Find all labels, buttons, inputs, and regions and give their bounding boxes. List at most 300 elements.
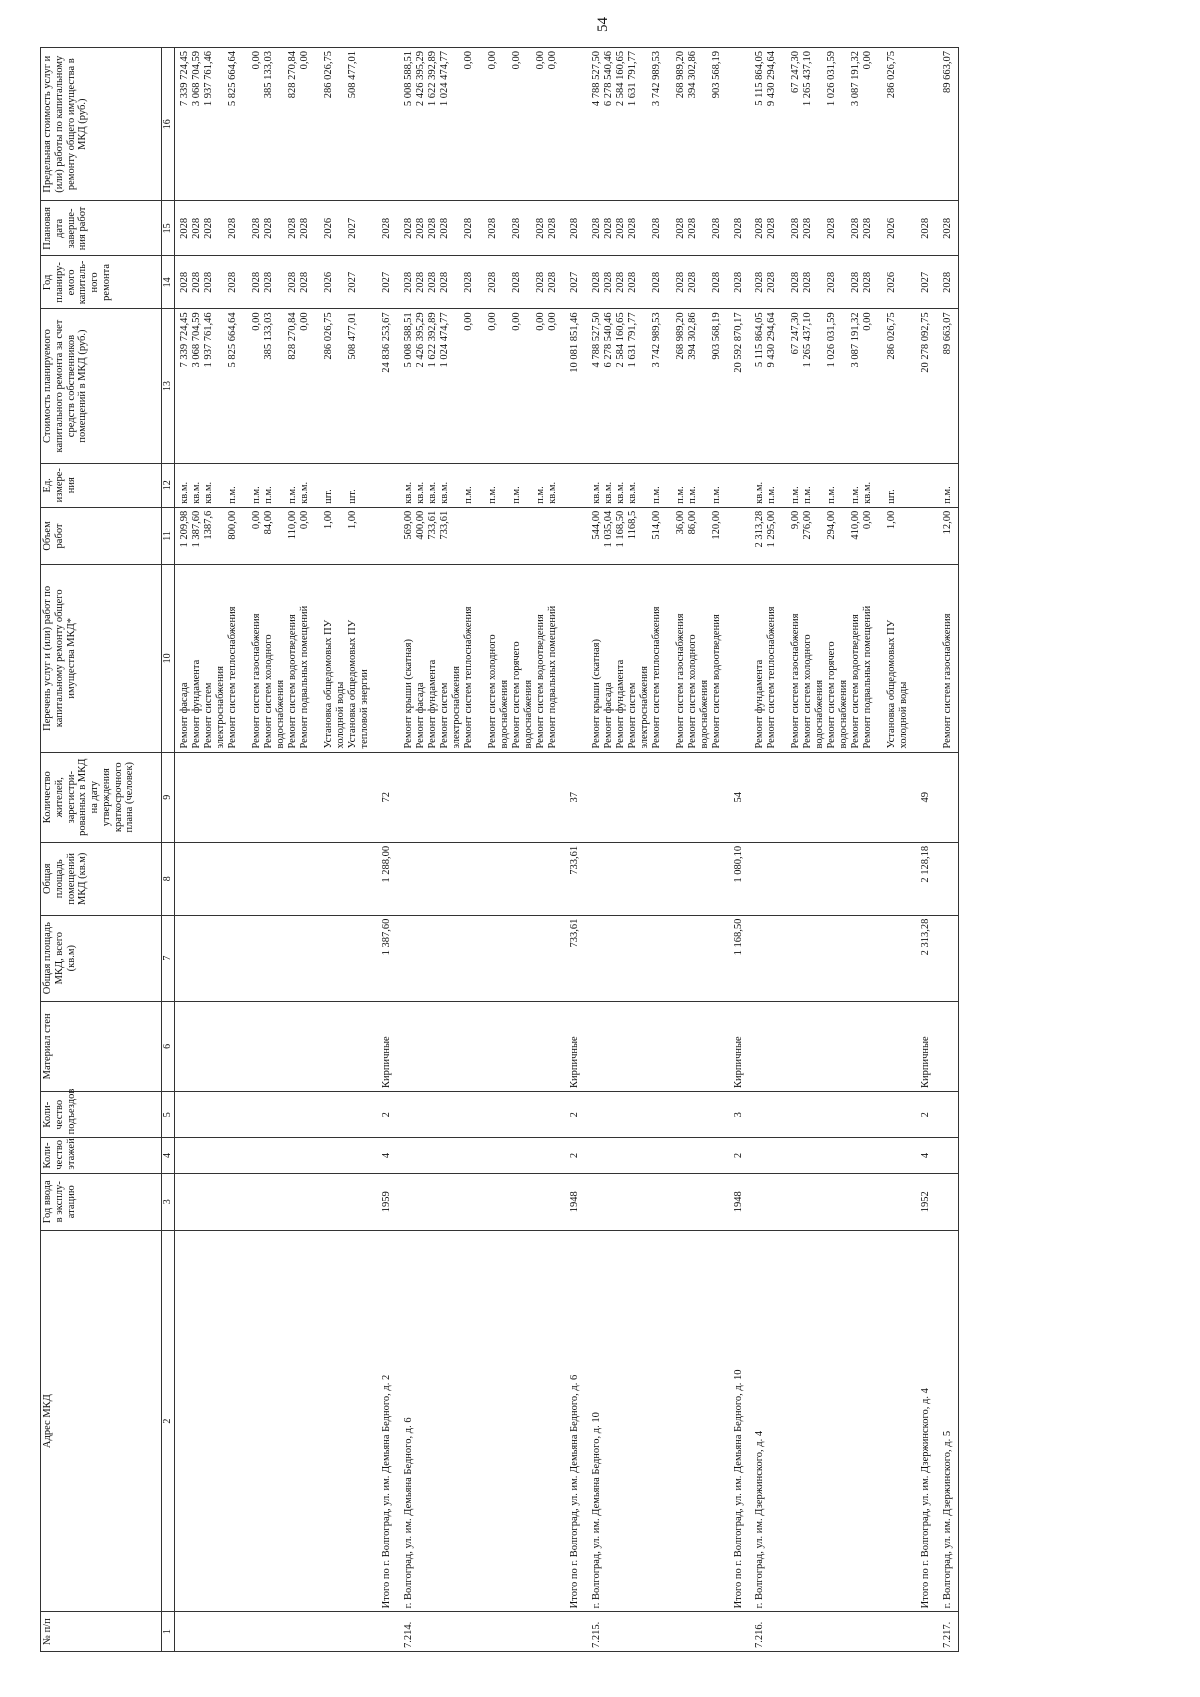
limit-cost-line: 268 989,20 xyxy=(674,51,686,99)
completion-year xyxy=(399,201,563,256)
work-unit-line xyxy=(335,467,347,504)
work-unit-line: п.м. xyxy=(942,486,953,504)
limit-cost-line: 286 026,75 xyxy=(886,51,898,99)
works-list-line: холодной воды xyxy=(335,681,346,749)
work-unit-line xyxy=(663,467,675,504)
works-list xyxy=(914,565,938,752)
works-list-line: Ремонт подвальных помещений xyxy=(862,605,874,749)
work-unit-line: кв.м. xyxy=(203,481,214,504)
completion-year: 2028 xyxy=(727,201,751,256)
row-number xyxy=(727,1612,751,1652)
work-unit-line: п.м. xyxy=(674,486,686,504)
work-unit-line xyxy=(215,467,227,504)
work-unit xyxy=(938,463,959,507)
work-volume-line: 1168,5 xyxy=(626,510,638,540)
premises-area xyxy=(750,842,914,915)
total-area xyxy=(587,915,727,1001)
residents-count: 37 xyxy=(563,752,587,842)
work-volume-line: 514,00 xyxy=(650,510,662,540)
planned-cost-line: 286 026,75 xyxy=(323,312,334,360)
work-volume-line: 1 168,50 xyxy=(614,510,626,548)
house-row xyxy=(938,48,959,1652)
completion-year xyxy=(175,201,376,256)
work-unit-line xyxy=(874,467,886,504)
column-header: Количество жителей, зарегистри-рованных в МКД на дату утверждения краткосрочного плана (человек) xyxy=(41,752,162,842)
planned-cost-line xyxy=(814,312,826,459)
entrances-count xyxy=(938,1092,959,1138)
work-volume-line xyxy=(898,511,910,561)
limit-cost-line: 1 024 474,77 xyxy=(438,51,450,107)
work-unit xyxy=(727,463,751,507)
works-list-line: Ремонт фасада xyxy=(602,682,614,749)
column-header: Стоимость планируемого капитального ремонта за счет средств собственников помещений в МКД (руб.) xyxy=(41,309,162,463)
limit-cost-line: 5 008 588,51 xyxy=(402,51,414,107)
completion-year-line xyxy=(838,204,850,252)
works-list xyxy=(375,565,399,752)
repair-year-line: 2028 xyxy=(414,271,426,293)
limit-cost-line: 0,00 xyxy=(251,51,262,70)
planned-cost-line xyxy=(359,312,371,459)
works-list-line: Ремонт фундамента xyxy=(754,659,766,749)
work-unit-line xyxy=(814,467,826,504)
repair-year-line xyxy=(451,259,463,305)
address: Итого по г. Волгоград, ул. им. Демьяна Бедного, д. 2 xyxy=(375,1230,399,1611)
work-unit-line: п.м. xyxy=(686,486,698,504)
document-sheet xyxy=(40,47,1162,1652)
completion-year-line: 2028 xyxy=(766,217,778,239)
planned-cost-line xyxy=(499,312,511,459)
table-body xyxy=(175,48,959,1652)
work-volume-line xyxy=(639,511,651,561)
work-volume-line: 1 209,98 xyxy=(179,510,190,548)
repair-year-line: 2028 xyxy=(263,271,274,293)
work-unit-line: п.м. xyxy=(802,486,814,504)
completion-year-line: 2028 xyxy=(686,217,698,239)
planned-cost-line: 0,00 xyxy=(251,312,262,331)
completion-year-line: 2028 xyxy=(179,217,190,239)
works-list-line: Ремонт систем водоотведения xyxy=(710,614,722,749)
works-list xyxy=(587,565,727,752)
house-row xyxy=(399,48,563,1652)
column-number: 12 xyxy=(162,463,175,507)
works-list-line: Ремонт фундамента xyxy=(614,659,626,749)
completion-year-line xyxy=(874,204,886,252)
completion-year-line: 2027 xyxy=(347,217,358,239)
work-volume-line: 2 313,28 xyxy=(754,510,766,548)
planned-cost-line: 0,00 xyxy=(510,312,522,331)
completion-year: 2028 xyxy=(375,201,399,256)
premises-area xyxy=(399,842,563,915)
planned-cost-line: 7 339 724,45 xyxy=(179,312,190,368)
planned-cost xyxy=(938,309,959,463)
column-number: 3 xyxy=(162,1173,175,1230)
completion-year-line: 2028 xyxy=(462,217,474,239)
column-header: Год ввода в эксплу-атацию xyxy=(41,1173,162,1230)
residents-count: 54 xyxy=(727,752,751,842)
planned-cost-line: 394 302,86 xyxy=(686,312,698,360)
address: Итого по г. Волгоград, ул. им. Демьяна Бедного, д. 6 xyxy=(563,1230,587,1611)
limit-cost-line: 2 426 395,29 xyxy=(414,51,426,107)
repair-year-line: 2028 xyxy=(287,271,298,293)
work-volume-line: 120,00 xyxy=(710,510,722,540)
floors-count xyxy=(750,1138,914,1173)
work-unit-line xyxy=(499,467,511,504)
planned-cost-line: 9 430 294,64 xyxy=(766,312,778,368)
year-built xyxy=(175,1173,376,1230)
house-row xyxy=(587,48,727,1652)
row-number: 7.216. xyxy=(750,1612,914,1652)
work-volume-line: 1387,6 xyxy=(203,510,214,540)
work-volume-line: 0,00 xyxy=(862,510,874,530)
completion-year-line: 2026 xyxy=(323,217,334,239)
premises-area: 1 288,00 xyxy=(375,842,399,915)
planned-cost-line xyxy=(475,312,487,459)
works-list-line: водоснабжения xyxy=(838,679,850,749)
completion-year-line: 2028 xyxy=(626,217,638,239)
planned-cost-line: 0,00 xyxy=(462,312,474,331)
works-list-line: Ремонт систем газоснабжения xyxy=(251,613,262,749)
total-area xyxy=(750,915,914,1001)
total-area xyxy=(938,915,959,1001)
planned-cost-line: 89 663,07 xyxy=(942,312,953,355)
completion-year-line: 2026 xyxy=(886,217,898,239)
works-list-line: Ремонт систем водоотведения xyxy=(850,614,862,749)
completion-year-line: 2028 xyxy=(826,217,838,239)
floors-count: 2 xyxy=(727,1138,751,1173)
completion-year xyxy=(938,201,959,256)
capital-repair-table xyxy=(40,47,959,1652)
row-number xyxy=(375,1612,399,1652)
repair-year-line: 2028 xyxy=(486,271,498,293)
repair-year-line: 2028 xyxy=(251,271,262,293)
limit-cost-line: 394 302,86 xyxy=(686,51,698,99)
repair-year-line: 2028 xyxy=(674,271,686,293)
repair-year-line: 2028 xyxy=(826,271,838,293)
works-list-line: Ремонт систем теплоснабжения xyxy=(650,606,662,749)
completion-year-line: 2028 xyxy=(191,217,202,239)
completion-year-line xyxy=(663,204,675,252)
work-unit-line: кв.м. xyxy=(438,481,450,504)
house-row xyxy=(175,48,376,1652)
planned-cost-line: 0,00 xyxy=(299,312,310,331)
repair-year-line: 2028 xyxy=(179,271,190,293)
completion-year-line: 2028 xyxy=(251,217,262,239)
column-number: 2 xyxy=(162,1230,175,1611)
repair-year-line: 2028 xyxy=(510,271,522,293)
repair-year-line: 2028 xyxy=(626,271,638,293)
work-unit-line: п.м. xyxy=(486,486,498,504)
works-list-line: Ремонт систем холодного xyxy=(486,634,498,749)
completion-year-line: 2028 xyxy=(534,217,546,239)
work-unit-line: п.м. xyxy=(462,486,474,504)
work-volume-line: 84,00 xyxy=(263,510,274,535)
floors-count xyxy=(587,1138,727,1173)
work-volume-line: 0,00 xyxy=(251,510,262,530)
repair-year-line: 2028 xyxy=(534,271,546,293)
completion-year-line xyxy=(311,204,323,252)
limit-cost-line xyxy=(814,51,826,197)
wall-material: Кирпичные xyxy=(914,1001,938,1091)
limit-cost-line xyxy=(215,51,227,197)
repair-year-line: 2028 xyxy=(862,271,874,293)
completion-year-line: 2028 xyxy=(850,217,862,239)
repair-year-line: 2028 xyxy=(790,271,802,293)
work-volume-line xyxy=(475,511,487,561)
wall-material: Кирпичные xyxy=(375,1001,399,1091)
work-volume-line: 9,00 xyxy=(790,510,802,530)
floors-count: 2 xyxy=(563,1138,587,1173)
entrances-count xyxy=(399,1092,563,1138)
work-volume xyxy=(938,507,959,564)
limit-cost-line: 67 247,30 xyxy=(790,51,802,93)
completion-year-line: 2028 xyxy=(862,217,874,239)
repair-year: 2027 xyxy=(375,256,399,309)
work-unit-line: кв.м. xyxy=(602,481,614,504)
work-volume xyxy=(587,507,727,564)
works-list-line xyxy=(778,568,790,748)
limit-cost-line xyxy=(275,51,287,197)
total-row xyxy=(727,48,751,1652)
wall-material: Кирпичные xyxy=(727,1001,751,1091)
work-unit-line: кв.м. xyxy=(402,481,414,504)
work-volume-line: 1 387,60 xyxy=(191,510,202,548)
work-volume-line xyxy=(814,511,826,561)
planned-cost-line xyxy=(699,312,711,459)
work-unit-line: п.м. xyxy=(710,486,722,504)
repair-year-line xyxy=(898,259,910,305)
planned-cost-line: 385 133,03 xyxy=(263,312,274,360)
work-volume-line xyxy=(874,511,886,561)
work-unit-line: кв.м. xyxy=(862,481,874,504)
works-list-line: Ремонт фундамента xyxy=(191,659,202,749)
repair-year-line: 2028 xyxy=(614,271,626,293)
limit-cost-line xyxy=(359,51,371,197)
work-volume-line xyxy=(487,511,499,561)
total-area xyxy=(399,915,563,1001)
row-number xyxy=(175,1612,376,1652)
year-built: 1948 xyxy=(563,1173,587,1230)
work-unit-line xyxy=(523,467,535,504)
planned-cost-line xyxy=(451,312,463,459)
planned-cost-line: 5 825 664,64 xyxy=(227,312,238,368)
completion-year-line xyxy=(215,204,227,252)
work-volume-line xyxy=(335,511,347,561)
work-volume-line xyxy=(547,511,559,561)
work-unit-line: п.м. xyxy=(766,486,778,504)
works-list-line: Ремонт систем газоснабжения xyxy=(790,613,802,749)
repair-year-line xyxy=(663,259,675,305)
works-list-line: Ремонт систем xyxy=(203,682,214,749)
works-list xyxy=(563,565,587,752)
column-header: Год планиру-емого капиталь-ного ремонта xyxy=(41,256,162,309)
work-volume-line xyxy=(499,511,511,561)
completion-year-line: 2028 xyxy=(590,217,602,239)
address: г. Волгоград, ул. им. Демьяна Бедного, д. 6 xyxy=(399,1230,563,1611)
work-unit-line xyxy=(275,467,287,504)
repair-year-line: 2028 xyxy=(766,271,778,293)
work-unit-line: п.м. xyxy=(790,486,802,504)
works-list-line: Ремонт фундамента xyxy=(426,659,438,749)
work-volume-line: 1,00 xyxy=(347,510,358,530)
work-volume xyxy=(399,507,563,564)
limit-cost-line: 1 622 392,89 xyxy=(426,51,438,107)
column-header: № п/п xyxy=(41,1612,162,1652)
entrances-count xyxy=(175,1092,376,1138)
repair-year-line xyxy=(311,259,323,305)
work-volume-line: 86,00 xyxy=(686,510,698,535)
wall-material xyxy=(399,1001,563,1091)
column-header: Материал стен xyxy=(41,1001,162,1091)
limit-cost-line: 2 584 160,65 xyxy=(614,51,626,107)
column-number: 9 xyxy=(162,752,175,842)
repair-year-line xyxy=(335,259,347,305)
repair-year xyxy=(750,256,914,309)
limit-cost-line xyxy=(239,51,251,197)
work-unit-line: п.м. xyxy=(510,486,522,504)
wall-material xyxy=(175,1001,376,1091)
limit-cost-line: 286 026,75 xyxy=(323,51,334,99)
planned-cost-line: 268 989,20 xyxy=(674,312,686,360)
works-list-line xyxy=(239,568,251,748)
works-list xyxy=(175,565,376,752)
address: г. Волгоград, ул. им. Демьяна Бедного, д. 10 xyxy=(587,1230,727,1611)
total-area: 1 168,50 xyxy=(727,915,751,1001)
work-unit xyxy=(399,463,563,507)
work-volume xyxy=(563,507,587,564)
works-list-line: тепловой энергии xyxy=(359,669,370,749)
planned-cost-line: 6 278 540,46 xyxy=(602,312,614,368)
residents-count: 49 xyxy=(914,752,938,842)
repair-year-line: 2028 xyxy=(850,271,862,293)
completion-year-line xyxy=(335,204,347,252)
limit-cost-line: 385 133,03 xyxy=(263,51,274,99)
limit-cost xyxy=(938,48,959,201)
repair-year-line: 2028 xyxy=(402,271,414,293)
work-volume-line: 1,00 xyxy=(886,510,898,530)
column-number: 15 xyxy=(162,201,175,256)
premises-area: 1 080,10 xyxy=(727,842,751,915)
column-number-row xyxy=(162,48,175,1652)
repair-year: 2027 xyxy=(914,256,938,309)
wall-material xyxy=(938,1001,959,1091)
column-header: Коли-чество подъездов xyxy=(41,1092,162,1138)
limit-cost-line xyxy=(898,51,910,197)
work-unit-line: кв.м. xyxy=(179,481,190,504)
year-built xyxy=(750,1173,914,1230)
row-number: 7.214. xyxy=(399,1612,563,1652)
total-row xyxy=(375,48,399,1652)
column-header: Общая площадь МКД, всего (кв.м) xyxy=(41,915,162,1001)
planned-cost xyxy=(750,309,914,463)
work-unit-line xyxy=(898,467,910,504)
completion-year xyxy=(587,201,727,256)
limit-cost xyxy=(175,48,376,201)
floors-count: 4 xyxy=(375,1138,399,1173)
repair-year xyxy=(938,256,959,309)
works-list-line: Ремонт систем водоотведения xyxy=(534,614,546,749)
repair-year-line xyxy=(838,259,850,305)
column-number: 11 xyxy=(162,507,175,564)
address xyxy=(175,1230,376,1611)
work-volume-line xyxy=(535,511,547,561)
planned-cost-line: 4 788 527,50 xyxy=(590,312,602,368)
work-volume-line xyxy=(451,511,463,561)
completion-year-line: 2028 xyxy=(299,217,310,239)
repair-year-line: 2028 xyxy=(650,271,662,293)
repair-year xyxy=(399,256,563,309)
completion-year-line: 2028 xyxy=(710,217,722,239)
residents-count xyxy=(399,752,563,842)
repair-year-line: 2028 xyxy=(191,271,202,293)
work-volume xyxy=(175,507,376,564)
work-volume-line xyxy=(239,511,251,561)
work-unit-line: п.м. xyxy=(650,486,662,504)
work-unit-line: кв.м. xyxy=(426,481,438,504)
completion-year xyxy=(750,201,914,256)
limit-cost-line: 0,00 xyxy=(546,51,558,70)
work-volume xyxy=(914,507,938,564)
work-unit-line: п.м. xyxy=(826,486,838,504)
work-volume-line: 110,00 xyxy=(287,510,298,540)
works-list-line: водоснабжения xyxy=(814,679,826,749)
works-list-line xyxy=(663,568,675,748)
repair-year-line xyxy=(699,259,711,305)
planned-cost-line xyxy=(898,312,910,459)
completion-year-line: 2028 xyxy=(754,217,766,239)
limit-cost-line xyxy=(523,51,535,197)
works-list-line xyxy=(475,568,487,748)
work-unit-line xyxy=(239,467,251,504)
repair-year-line: 2028 xyxy=(462,271,474,293)
work-volume-line xyxy=(215,511,227,561)
column-header: Объем работ xyxy=(41,507,162,564)
limit-cost-line: 1 937 761,46 xyxy=(203,51,214,107)
limit-cost xyxy=(563,48,587,201)
works-list-line: Ремонт фасада xyxy=(414,682,426,749)
repair-year-line xyxy=(359,259,371,305)
column-number: 8 xyxy=(162,842,175,915)
work-volume-line: 544,00 xyxy=(590,510,602,540)
work-unit xyxy=(914,463,938,507)
work-unit-line: кв.м. xyxy=(626,481,638,504)
limit-cost-line xyxy=(311,51,323,197)
floors-count xyxy=(175,1138,376,1173)
limit-cost-line xyxy=(874,51,886,197)
works-list xyxy=(750,565,914,752)
floors-count: 4 xyxy=(914,1138,938,1173)
works-list xyxy=(938,565,959,752)
limit-cost xyxy=(399,48,563,201)
address: Итого по г. Волгоград, ул. им. Дзержинского, д. 4 xyxy=(914,1230,938,1611)
completion-year-line: 2028 xyxy=(263,217,274,239)
planned-cost-line: 5 115 864,05 xyxy=(754,312,766,368)
repair-year-line: 2028 xyxy=(438,271,450,293)
works-list-line: Установка общедомовых ПУ xyxy=(323,619,334,749)
completion-year-line: 2028 xyxy=(942,217,953,239)
total-cost: 10 081 851,46 xyxy=(563,309,587,463)
premises-area: 2 128,18 xyxy=(914,842,938,915)
total-area: 2 313,28 xyxy=(914,915,938,1001)
work-volume-line: 733,61 xyxy=(426,510,438,540)
completion-year-line xyxy=(639,204,651,252)
completion-year-line: 2028 xyxy=(650,217,662,239)
completion-year-line xyxy=(898,204,910,252)
limit-cost xyxy=(375,48,399,201)
works-list-line: Ремонт систем горячего xyxy=(826,641,838,749)
completion-year-line xyxy=(778,204,790,252)
works-list-line xyxy=(874,568,886,748)
limit-cost-line: 3 742 989,53 xyxy=(650,51,662,107)
